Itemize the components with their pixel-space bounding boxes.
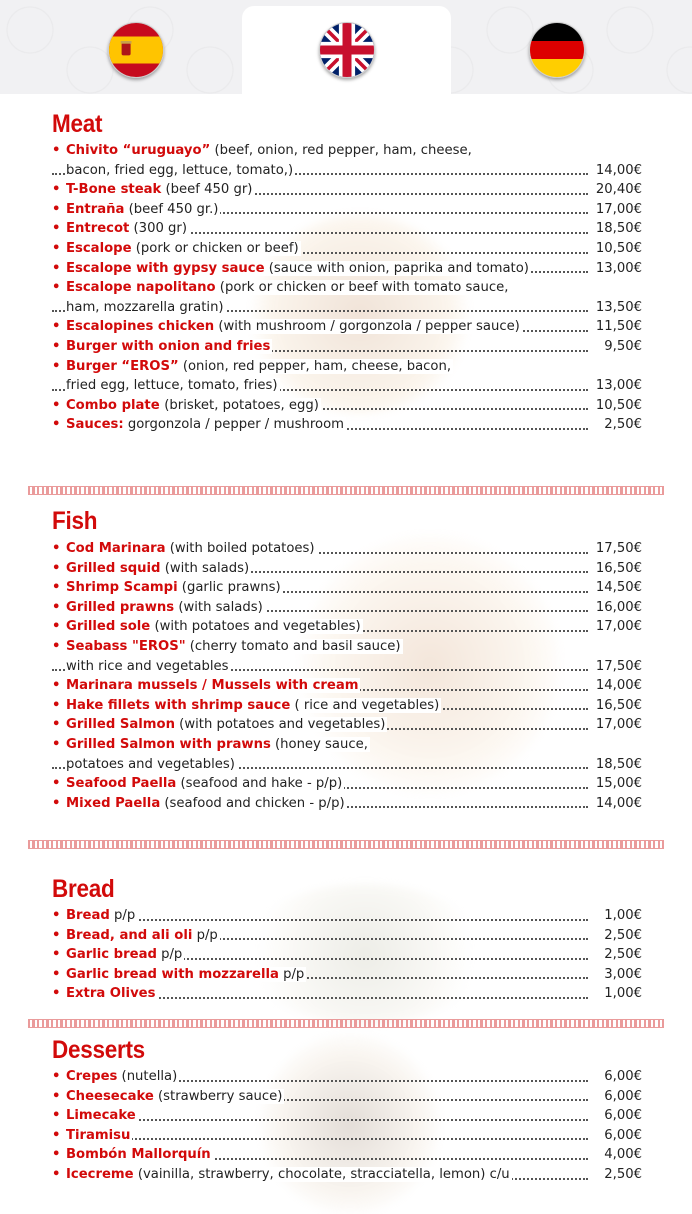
bullet-icon: • [52, 678, 61, 694]
menu-list [52, 1067, 642, 1185]
bullet-icon: • [52, 776, 61, 792]
item-name: Limecake [66, 1108, 136, 1124]
item-price: 17,50€ [592, 657, 642, 677]
section-title: Meat [52, 110, 103, 138]
item-text [52, 639, 403, 654]
item-text [52, 221, 189, 236]
item-name: Marinara mussels / Mussels with cream [66, 678, 359, 694]
item-price: 2,50€ [600, 415, 642, 435]
spanish-flag-icon[interactable] [108, 22, 164, 78]
item-name: Seabass "EROS" [66, 638, 186, 654]
item-name: Grilled sole [66, 619, 151, 635]
item-price: 17,00€ [592, 617, 642, 637]
item-text [52, 1089, 284, 1104]
item-description: p/p [278, 966, 305, 982]
menu-item [52, 735, 642, 755]
bullet-icon: • [52, 358, 61, 374]
item-description: (pork or chicken or beef) [131, 240, 299, 256]
item-name: Burger with onion and fries [66, 338, 271, 354]
item-description: fried egg, lettuce, tomato, fries) [66, 378, 278, 394]
item-text [66, 757, 237, 772]
menu-item-continuation [52, 298, 642, 318]
greek-key-divider [28, 1019, 664, 1028]
item-price: 4,00€ [600, 1145, 642, 1165]
item-price: 14,00€ [592, 161, 642, 181]
item-name: Burger “EROS” [66, 358, 179, 374]
menu-item [52, 219, 642, 239]
item-name: Escalope [66, 240, 132, 256]
menu-item [52, 598, 642, 618]
item-description: (garlic prawns) [177, 580, 281, 596]
item-text [52, 1147, 213, 1162]
item-price: 16,00€ [592, 598, 642, 618]
bullet-icon: • [52, 1088, 61, 1104]
item-price: 16,50€ [592, 559, 642, 579]
item-price: 17,00€ [592, 715, 642, 735]
menu-item [52, 715, 642, 735]
section-title: Desserts [52, 1036, 145, 1064]
menu-item [52, 357, 642, 377]
menu-item [52, 180, 642, 200]
item-name: T-Bone steak [66, 182, 162, 198]
bullet-icon: • [52, 338, 61, 354]
item-text [52, 319, 522, 334]
item-name: Cheesecake [66, 1088, 154, 1104]
item-price: 6,00€ [600, 1106, 642, 1126]
item-description: (seafood and hake - p/p) [176, 776, 343, 792]
bullet-icon: • [52, 717, 61, 733]
greek-key-divider [28, 486, 664, 495]
bullet-icon: • [52, 908, 61, 923]
menu-item [52, 696, 642, 716]
item-name: Chivito “uruguayo” [66, 143, 211, 158]
item-description: potatoes and vegetables) [66, 756, 235, 772]
item-text [52, 143, 474, 158]
item-name: Grilled prawns [66, 599, 175, 615]
menu-item [52, 337, 642, 357]
item-price: 18,50€ [592, 219, 642, 239]
item-text [52, 1108, 138, 1123]
menu-item-continuation [52, 161, 642, 181]
bullet-icon: • [52, 260, 61, 276]
menu-item [52, 906, 642, 926]
bullet-icon: • [52, 1069, 61, 1084]
bullet-icon: • [52, 927, 61, 943]
item-description: (vainilla, strawberry, chocolate, stracciatella, lemon) c/u [133, 1166, 510, 1182]
bullet-icon: • [52, 541, 61, 556]
item-price: 13,00€ [592, 376, 642, 396]
item-text [52, 698, 441, 713]
item-price: 13,00€ [592, 259, 642, 279]
item-description: (nutella) [117, 1069, 178, 1084]
menu-list [52, 539, 642, 813]
bullet-icon: • [52, 986, 61, 1002]
bullet-icon: • [52, 599, 61, 615]
item-name: Tiramisu [66, 1127, 131, 1143]
item-price: 10,50€ [592, 239, 642, 259]
item-text [52, 339, 272, 354]
bullet-icon: • [52, 417, 61, 433]
item-description: (seafood and chicken - p/p) [160, 795, 345, 811]
item-price: 18,50€ [592, 755, 642, 775]
menu-item [52, 396, 642, 416]
item-name: Grilled Salmon with prawns [66, 736, 271, 752]
item-text [52, 600, 265, 615]
item-description: (strawberry sauce) [153, 1088, 283, 1104]
menu-list [52, 141, 642, 435]
bullet-icon: • [52, 619, 61, 635]
bullet-icon: • [52, 795, 61, 811]
bullet-icon: • [52, 1108, 61, 1124]
item-text [52, 261, 531, 276]
item-name: Crepes [66, 1069, 118, 1084]
menu-item [52, 984, 642, 1004]
menu-item [52, 945, 642, 965]
item-text [52, 1167, 512, 1182]
bullet-icon: • [52, 221, 61, 237]
item-text [52, 776, 344, 791]
item-description: with rice and vegetables [66, 658, 229, 674]
item-name: Icecreme [66, 1166, 134, 1182]
item-description: (cherry tomato and basil sauce) [185, 638, 401, 654]
item-description: (with salads) [174, 599, 263, 615]
item-text [52, 541, 317, 556]
item-price: 14,00€ [592, 794, 642, 814]
item-name: Bombón Mallorquín [66, 1147, 211, 1163]
item-text [52, 619, 363, 634]
menu-item [52, 794, 642, 814]
item-description: bacon, fried egg, lettuce, tomato,) [66, 162, 294, 178]
item-description: ( rice and vegetables) [290, 697, 440, 713]
item-price: 14,00€ [592, 676, 642, 696]
item-name: Shrimp Scampi [66, 580, 178, 596]
item-text [52, 417, 346, 432]
bullet-icon: • [52, 560, 61, 576]
item-text [52, 908, 137, 923]
menu-content [0, 94, 692, 1200]
item-name: Sauces: [66, 417, 124, 433]
bullet-icon: • [52, 947, 61, 963]
item-text [52, 398, 321, 413]
item-name: Grilled squid [66, 560, 161, 576]
menu-item [52, 141, 642, 161]
item-text [52, 947, 184, 962]
item-name: Mixed Paella [66, 795, 161, 811]
item-price: 1,00€ [600, 906, 642, 926]
menu-item [52, 415, 642, 435]
item-text [52, 241, 301, 256]
menu-item [52, 559, 642, 579]
menu-item [52, 539, 642, 559]
item-description: (sauce with onion, paprika and tomato) [264, 260, 529, 276]
item-description: p/p [192, 927, 218, 943]
item-price: 3,00€ [600, 965, 642, 985]
item-text [52, 280, 510, 295]
item-price: 10,50€ [592, 396, 642, 416]
bullet-icon: • [52, 280, 61, 296]
item-name: Hake fillets with shrimp sauce [66, 697, 291, 713]
item-name: Combo plate [66, 397, 165, 413]
item-text [52, 986, 157, 1001]
item-text [52, 359, 453, 374]
item-description: ham, mozzarella gratin) [66, 299, 224, 315]
item-text [66, 378, 280, 393]
item-text [52, 796, 347, 811]
item-description: (with potatoes and vegetables) [174, 717, 386, 733]
item-name: Garlic bread [66, 947, 157, 963]
menu-item [52, 965, 642, 985]
item-text [52, 182, 254, 197]
item-price: 2,50€ [600, 945, 642, 965]
menu-list [52, 906, 642, 1004]
item-description: (beef 450 gr.) [124, 201, 219, 217]
menu-item [52, 774, 642, 794]
menu-item [52, 317, 642, 337]
item-price: 2,50€ [600, 1165, 642, 1185]
item-text [52, 928, 220, 943]
bullet-icon: • [52, 397, 61, 413]
menu-item-continuation [52, 657, 642, 677]
menu-item [52, 926, 642, 946]
item-text [52, 678, 360, 693]
item-description: (beef, onion, red pepper, ham, cheese, [210, 143, 472, 158]
bullet-icon: • [52, 638, 61, 654]
item-price: 17,00€ [592, 200, 642, 220]
menu-item [52, 617, 642, 637]
item-price: 14,50€ [592, 578, 642, 598]
menu-item [52, 1106, 642, 1126]
item-description: (with mushroom / gorgonzola / pepper sauce) [214, 319, 520, 335]
bullet-icon: • [52, 1127, 61, 1143]
item-description: p/p [156, 947, 183, 963]
item-text [52, 967, 306, 982]
menu-item [52, 239, 642, 259]
item-text [66, 300, 226, 315]
menu-item [52, 1126, 642, 1146]
menu-item [52, 259, 642, 279]
item-name: Escalopines chicken [66, 319, 215, 335]
menu-item [52, 676, 642, 696]
item-text [66, 163, 295, 178]
greek-key-divider [28, 840, 664, 849]
item-description: (honey sauce, [270, 736, 368, 752]
menu-item [52, 200, 642, 220]
item-description: gorgonzola / pepper / mushroom [123, 417, 344, 433]
item-price: 6,00€ [600, 1087, 642, 1107]
section-title: Fish [52, 507, 98, 535]
item-name: Escalope with gypsy sauce [66, 260, 265, 276]
item-name: Escalope napolitano [66, 280, 216, 296]
item-price: 17,50€ [592, 539, 642, 559]
menu-item [52, 1087, 642, 1107]
item-text [52, 717, 387, 732]
item-text [52, 737, 370, 752]
item-name: Seafood Paella [66, 776, 177, 792]
item-price: 13,50€ [592, 298, 642, 318]
item-name: Entrecot [66, 221, 130, 237]
item-text [52, 580, 283, 595]
item-text [52, 1128, 132, 1143]
item-description: (with salads) [160, 560, 250, 576]
item-price: 16,50€ [592, 696, 642, 716]
item-description: (brisket, potatoes, egg) [164, 397, 319, 413]
item-price: 9,50€ [600, 337, 642, 357]
item-price: 6,00€ [600, 1067, 642, 1087]
bullet-icon: • [52, 697, 61, 713]
item-description: p/p [109, 908, 136, 923]
item-text [52, 561, 251, 576]
item-price: 20,40€ [592, 180, 642, 200]
item-price: 15,00€ [592, 774, 642, 794]
item-description: (beef 450 gr) [161, 182, 253, 198]
bullet-icon: • [52, 143, 61, 158]
bullet-icon: • [52, 240, 61, 256]
item-price: 6,00€ [600, 1126, 642, 1146]
bullet-icon: • [52, 1147, 61, 1163]
item-name: Entraña [66, 201, 125, 217]
item-name: Extra Olives [66, 986, 156, 1002]
uk-flag-icon[interactable] [319, 22, 375, 78]
item-name: Bread, and ali oli [66, 927, 193, 943]
language-bar [0, 0, 692, 94]
item-name: Garlic bread with mozzarella [66, 966, 279, 982]
item-text [52, 1069, 179, 1084]
bullet-icon: • [52, 736, 61, 752]
bullet-icon: • [52, 580, 61, 596]
item-description: (pork or chicken or beef with tomato sauce, [215, 280, 509, 296]
item-description: (onion, red pepper, ham, cheese, bacon, [178, 358, 452, 374]
menu-item [52, 1067, 642, 1087]
item-name: Bread [66, 908, 110, 923]
menu-item [52, 637, 642, 657]
section-title: Bread [52, 875, 115, 903]
dot-leader [52, 1138, 588, 1140]
menu-item [52, 1145, 642, 1165]
item-price: 11,50€ [592, 317, 642, 337]
bullet-icon: • [52, 966, 61, 982]
item-description: (with potatoes and vegetables) [150, 619, 361, 635]
menu-item [52, 578, 642, 598]
item-price: 1,00€ [600, 984, 642, 1004]
item-description: (300 gr) [129, 221, 187, 237]
menu-item [52, 278, 642, 298]
item-text [52, 202, 220, 217]
bullet-icon: • [52, 319, 61, 335]
bullet-icon: • [52, 1166, 61, 1182]
bullet-icon: • [52, 201, 61, 217]
menu-item-continuation [52, 376, 642, 396]
item-price: 2,50€ [600, 926, 642, 946]
german-flag-icon[interactable] [529, 22, 585, 78]
menu-item [52, 1165, 642, 1185]
item-description: (with boiled potatoes) [165, 541, 315, 556]
item-name: Cod Marinara [66, 541, 166, 556]
bullet-icon: • [52, 182, 61, 198]
item-name: Grilled Salmon [66, 717, 175, 733]
item-text [66, 659, 231, 674]
menu-item-continuation [52, 755, 642, 775]
